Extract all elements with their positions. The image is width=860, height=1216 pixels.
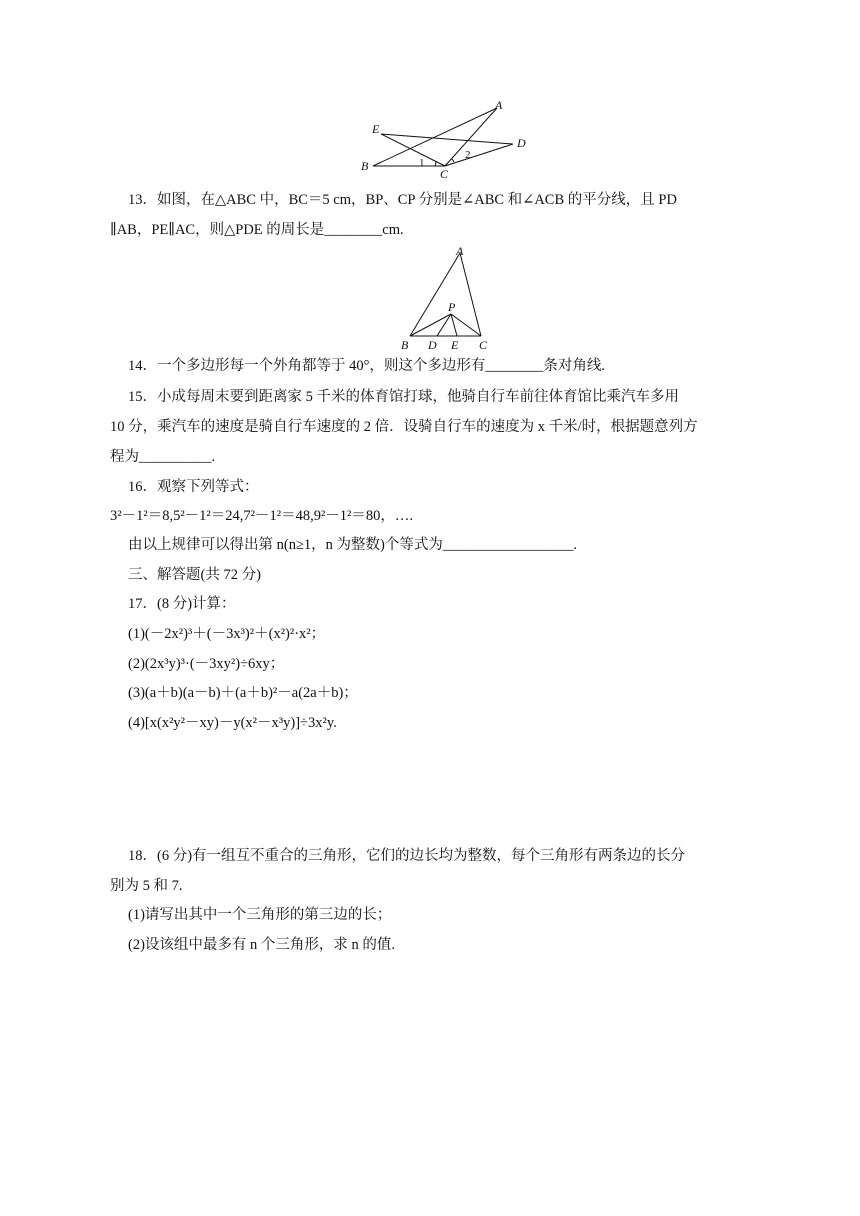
label-angle1: 1 bbox=[419, 157, 425, 169]
figure-angle-diagram bbox=[355, 98, 535, 178]
q18-line1: 18．(6 分)有一组互不重合的三角形，它们的边长均为整数，每个三角形有两条边的长分 bbox=[128, 848, 686, 864]
q16-line1: 16．观察下列等式： bbox=[128, 479, 259, 495]
figure-triangle-diagram bbox=[395, 243, 495, 351]
label-B: B bbox=[401, 338, 409, 351]
label-A: A bbox=[495, 98, 503, 112]
q17-part4: (4)[x(x²y²－xy)－y(x²－x³y)]÷3x²y. bbox=[128, 715, 337, 731]
q15-line2: 10 分，乘汽车的速度是骑自行车速度的 2 倍．设骑自行车的速度为 x 千米/时，根据题意列方 bbox=[110, 419, 698, 435]
q18-part2: (2)设该组中最多有 n 个三角形，求 n 的值. bbox=[128, 937, 396, 953]
q16-line2: 3²－1²＝8,5²－1²＝24,7²－1²＝48,9²－1²＝80，…. bbox=[110, 508, 414, 524]
label-P: P bbox=[448, 300, 456, 314]
q18-line2: 别为 5 和 7. bbox=[110, 878, 183, 894]
q17-part1: (1)(－2x²)³＋(－3x³)²＋(x²)²·x²； bbox=[128, 626, 326, 642]
q15-line3: 程为__________. bbox=[110, 449, 216, 465]
q15-line1: 15．小成每周末要到距离家 5 千米的体育馆打球，他骑自行车前往体育馆比乘汽车多用 bbox=[128, 389, 679, 405]
line-BA bbox=[373, 108, 497, 166]
label-C: C bbox=[479, 338, 488, 351]
q17-line1: 17．(8 分)计算： bbox=[128, 596, 236, 612]
q17-part3: (3)(a＋b)(a－b)＋(a＋b)²－a(2a＋b)； bbox=[128, 685, 358, 701]
label-B: B bbox=[361, 159, 369, 173]
label-E: E bbox=[451, 338, 459, 351]
label-D: D bbox=[428, 338, 437, 351]
label-D: D bbox=[517, 136, 526, 150]
q13-line2: ∥AB，PE∥AC，则△PDE 的周长是________cm. bbox=[110, 222, 404, 238]
q17-part2: (2)(2x³y)³·(－3xy²)÷6xy； bbox=[128, 656, 285, 672]
q16-line3: 由以上规律可以得出第 n(n≥1，n 为整数)个等式为__________________. bbox=[128, 537, 577, 553]
q14-line1: 14．一个多边形每一个外角都等于 40°，则这个多边形有________条对角线. bbox=[128, 358, 606, 374]
label-C: C bbox=[440, 167, 449, 178]
angle2-arc bbox=[452, 159, 454, 162]
section3-title: 三、解答题(共 72 分) bbox=[128, 567, 261, 583]
q13-line1: 13．如图，在△ABC 中，BC＝5 cm，BP、CP 分别是∠ABC 和∠ACB 的平分线，且 PD bbox=[128, 192, 677, 208]
label-A: A bbox=[456, 244, 464, 258]
side-AC bbox=[460, 253, 481, 336]
line-EC bbox=[381, 134, 445, 166]
side-AB bbox=[410, 253, 460, 336]
line-ED bbox=[381, 134, 513, 144]
label-angle2: 2 bbox=[465, 149, 471, 161]
label-E: E bbox=[372, 122, 380, 136]
q18-part1: (1)请写出其中一个三角形的第三边的长； bbox=[128, 907, 392, 923]
